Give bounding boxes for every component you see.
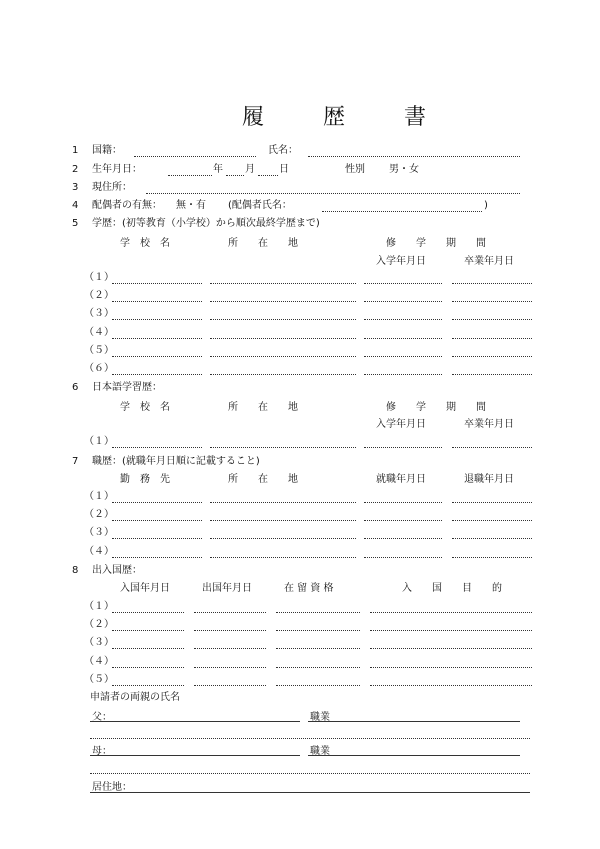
col-exit-date: 出国年月日 (202, 583, 252, 594)
residence-status-field[interactable] (276, 648, 360, 649)
exit-date-field[interactable] (194, 685, 266, 686)
spouse-name-field[interactable] (322, 211, 482, 212)
end-date-field[interactable] (452, 520, 532, 521)
address-field[interactable] (146, 193, 520, 194)
school-name-field[interactable] (112, 283, 202, 284)
location-field[interactable] (210, 301, 356, 302)
col-entry-date: 入国年月日 (120, 583, 170, 594)
row-number-label: （１） (84, 601, 114, 612)
row-number-label: （２） (84, 619, 114, 631)
entry-date-field[interactable] (364, 283, 442, 284)
birthdate-label: 生年月日： (92, 164, 142, 175)
graduation-date-field[interactable] (452, 283, 532, 284)
location-field[interactable] (210, 319, 356, 320)
exit-date-field[interactable] (194, 648, 266, 649)
row-number-label: （４） (84, 326, 114, 338)
school-name-field[interactable] (112, 338, 202, 339)
row-number-label: （３） (84, 637, 114, 649)
location-field[interactable] (210, 338, 356, 339)
nationality-label: 国籍： (92, 145, 122, 156)
start-date-field[interactable] (364, 538, 442, 539)
name-field[interactable] (308, 156, 520, 157)
spouse-name-label: (配偶者氏名： (228, 200, 292, 211)
row-number-label: （４） (84, 545, 114, 557)
graduation-date-field[interactable] (452, 301, 532, 302)
graduation-date-field[interactable] (452, 447, 532, 448)
residence-label: 居住地： (92, 782, 132, 793)
location-field[interactable] (210, 374, 356, 375)
item-number: 4 (72, 200, 79, 211)
row-number-label: （６） (84, 363, 114, 374)
exit-date-field[interactable] (194, 630, 266, 631)
start-date-field[interactable] (364, 557, 442, 558)
entry-purpose-field[interactable] (370, 612, 532, 613)
item-number: 7 (72, 456, 79, 467)
col-entry-date: 入学年月日 (376, 419, 426, 430)
father-extra-line[interactable] (90, 738, 530, 739)
day-label: 日 (279, 164, 289, 175)
col-graduation-date: 卒業年月日 (464, 419, 514, 430)
col-study-period: 修 学 期 間 (386, 402, 486, 413)
father-occupation-label: 職業 (310, 712, 330, 723)
entry-date-field[interactable] (112, 685, 184, 686)
end-date-field[interactable] (452, 538, 532, 539)
entry-purpose-field[interactable] (370, 630, 532, 631)
location-field[interactable] (210, 356, 356, 357)
start-date-field[interactable] (364, 502, 442, 503)
parents-heading: 申請者の両親の氏名 (90, 692, 180, 703)
row-number-label: （１） (84, 436, 114, 447)
spouse-name-close: ) (484, 200, 488, 211)
col-entry-purpose: 入 国 目 的 (402, 583, 502, 594)
entry-date-field[interactable] (364, 356, 442, 357)
year-label: 年 (213, 164, 223, 175)
graduation-date-field[interactable] (452, 319, 532, 320)
row-number-label: （５） (84, 344, 114, 356)
residence-status-field[interactable] (276, 685, 360, 686)
entry-date-field[interactable] (364, 338, 442, 339)
residence-status-field[interactable] (276, 667, 360, 668)
row-number-label: （１） (84, 272, 114, 283)
gender-options[interactable]: 男・女 (389, 164, 419, 175)
residence-status-field[interactable] (276, 612, 360, 613)
entry-purpose-field[interactable] (370, 685, 532, 686)
residence-field[interactable] (90, 792, 530, 793)
entry-purpose-field[interactable] (370, 648, 532, 649)
row-number-label: （３） (84, 308, 114, 320)
location-field[interactable] (210, 538, 356, 539)
entry-date-field[interactable] (112, 648, 184, 649)
entry-purpose-field[interactable] (370, 667, 532, 668)
end-date-field[interactable] (452, 557, 532, 558)
exit-date-field[interactable] (194, 612, 266, 613)
graduation-date-field[interactable] (452, 374, 532, 375)
name-label: 氏名： (268, 145, 298, 156)
col-location: 所 在 地 (228, 474, 298, 485)
col-location: 所 在 地 (228, 238, 298, 249)
birth-day-field[interactable] (258, 175, 278, 176)
gender-label: 性別 (345, 164, 365, 175)
location-field[interactable] (210, 447, 356, 448)
spouse-options[interactable]: 無・有 (176, 200, 206, 211)
item-number: 5 (72, 218, 79, 229)
entry-date-field[interactable] (112, 667, 184, 668)
mother-extra-line[interactable] (90, 773, 530, 774)
col-residence-status: 在 留 資 格 (284, 583, 334, 594)
employer-field[interactable] (112, 538, 202, 539)
mother-occupation-field[interactable] (308, 755, 520, 756)
page-title: 履 歴 書 (242, 105, 452, 130)
item-number: 1 (72, 145, 79, 156)
employer-field[interactable] (112, 502, 202, 503)
location-field[interactable] (210, 283, 356, 284)
row-number-label: （４） (84, 655, 114, 667)
entry-date-field[interactable] (364, 319, 442, 320)
col-entry-date: 入学年月日 (376, 256, 426, 267)
end-date-field[interactable] (452, 502, 532, 503)
travel-history-label: 出入国歴： (92, 565, 142, 576)
employer-field[interactable] (112, 520, 202, 521)
col-location: 所 在 地 (228, 402, 298, 413)
entry-date-field[interactable] (112, 612, 184, 613)
education-label: 学歴：(初等教育（小学校）から順次最終学歴まで) (92, 218, 320, 229)
entry-date-field[interactable] (364, 301, 442, 302)
school-name-field[interactable] (112, 374, 202, 375)
entry-date-field[interactable] (364, 447, 442, 448)
row-number-label: （１） (84, 491, 114, 502)
item-number: 3 (72, 182, 79, 193)
nationality-field[interactable] (134, 156, 256, 157)
entry-date-field[interactable] (112, 630, 184, 631)
mother-name-field[interactable] (90, 755, 300, 756)
row-number-label: （２） (84, 509, 114, 521)
residence-status-field[interactable] (276, 630, 360, 631)
employer-field[interactable] (112, 557, 202, 558)
row-number-label: （３） (84, 527, 114, 539)
col-school-name: 学 校 名 (120, 238, 170, 249)
work-history-label: 職歴：(就職年月日順に記載すること) (92, 456, 260, 467)
father-occupation-field[interactable] (308, 721, 520, 722)
location-field[interactable] (210, 520, 356, 521)
graduation-date-field[interactable] (452, 338, 532, 339)
exit-date-field[interactable] (194, 667, 266, 668)
col-employer: 勤 務 先 (120, 474, 170, 485)
mother-label: 母： (92, 746, 112, 757)
row-number-label: （２） (84, 290, 114, 302)
birth-month-field[interactable] (226, 175, 244, 176)
month-label: 月 (245, 164, 255, 175)
school-name-field[interactable] (112, 301, 202, 302)
school-name-field[interactable] (112, 319, 202, 320)
col-school-name: 学 校 名 (120, 402, 170, 413)
item-number: 6 (72, 382, 79, 393)
spouse-label: 配偶者の有無： (92, 200, 162, 211)
start-date-field[interactable] (364, 520, 442, 521)
location-field[interactable] (210, 557, 356, 558)
col-graduation-date: 卒業年月日 (464, 256, 514, 267)
school-name-field[interactable] (112, 447, 202, 448)
item-number: 2 (72, 164, 79, 175)
mother-occupation-label: 職業 (310, 746, 330, 757)
father-label: 父： (92, 712, 112, 723)
row-number-label: （５） (84, 673, 114, 685)
location-field[interactable] (210, 502, 356, 503)
address-label: 現住所： (92, 182, 132, 193)
col-start-date: 就職年月日 (376, 474, 426, 485)
birth-year-field[interactable] (168, 175, 212, 176)
school-name-field[interactable] (112, 356, 202, 357)
entry-date-field[interactable] (364, 374, 442, 375)
item-number: 8 (72, 565, 79, 576)
graduation-date-field[interactable] (452, 356, 532, 357)
col-end-date: 退職年月日 (464, 474, 514, 485)
japanese-study-label: 日本語学習歴： (92, 382, 162, 393)
father-name-field[interactable] (90, 721, 300, 722)
col-study-period: 修 学 期 間 (386, 238, 486, 249)
